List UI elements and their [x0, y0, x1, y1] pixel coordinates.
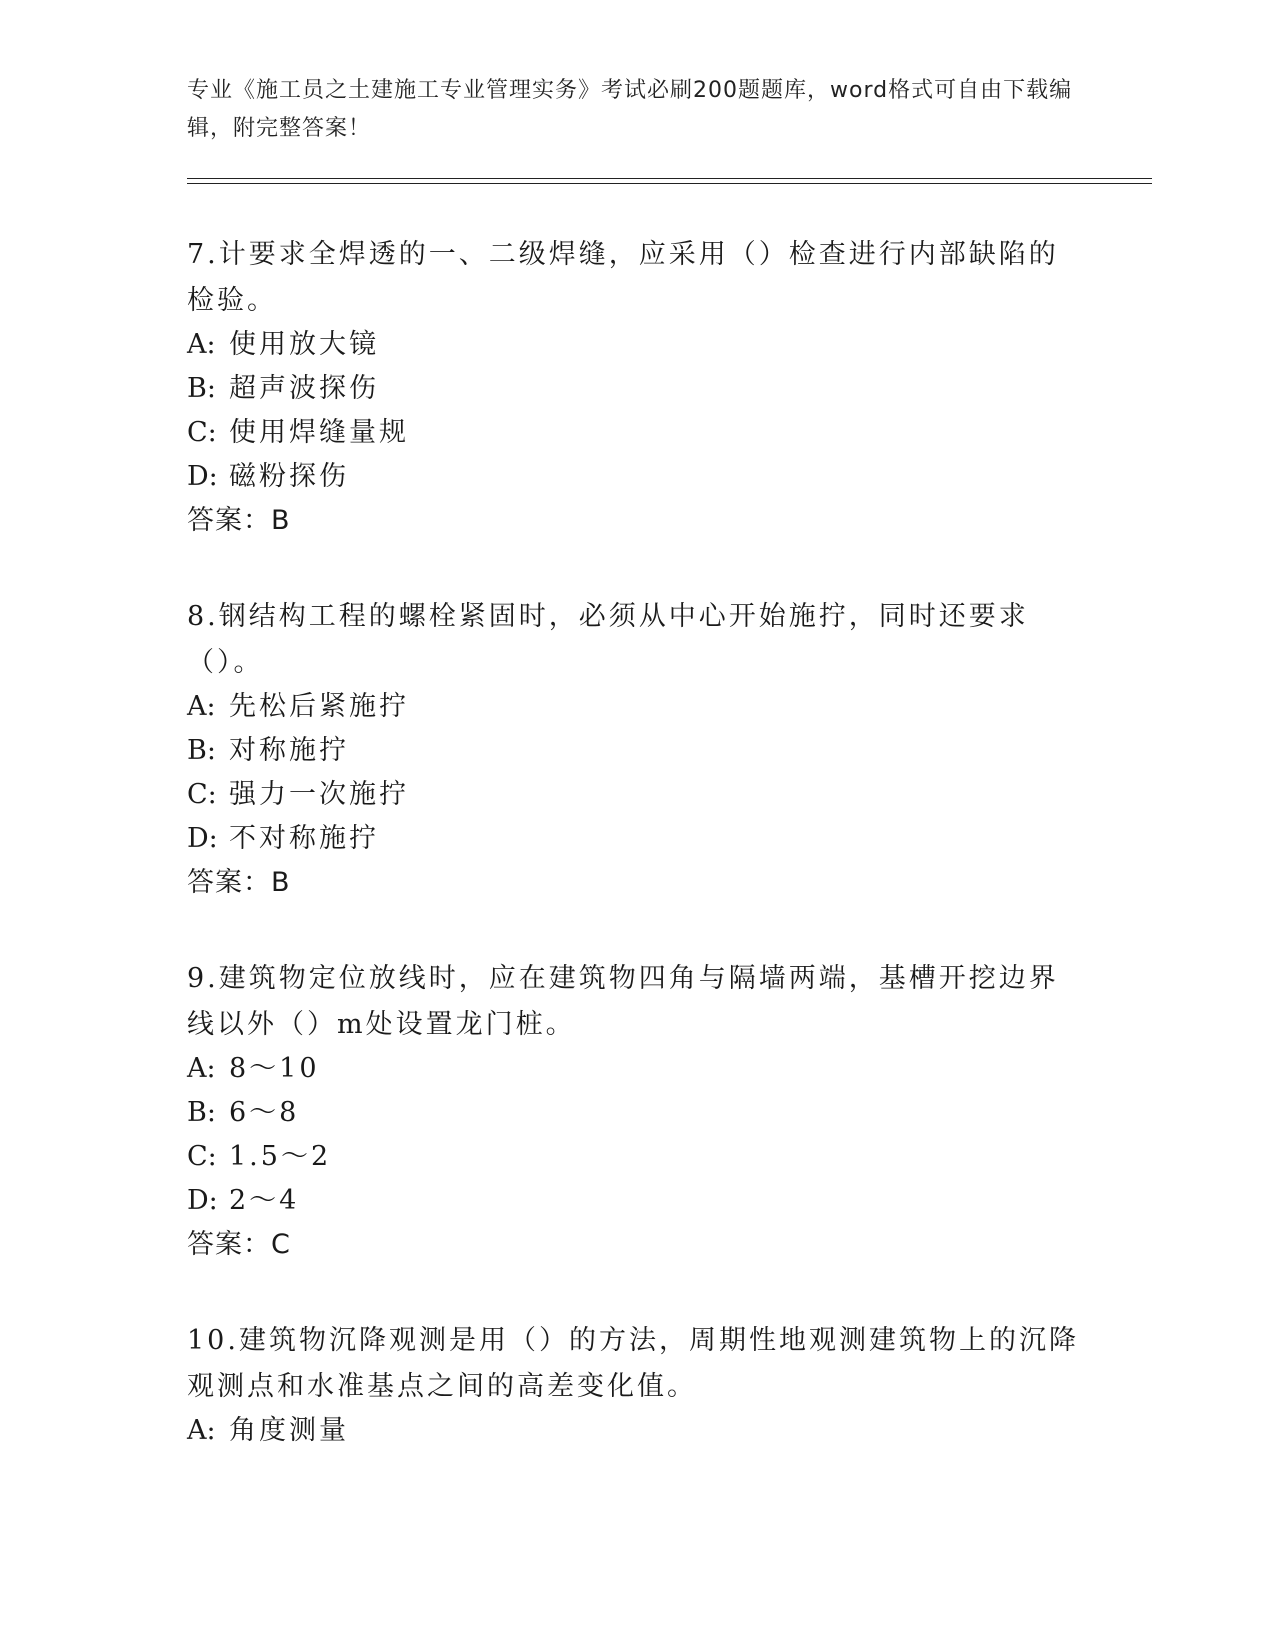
- option-text: 超声波探伤: [229, 373, 379, 404]
- header-divider: [187, 178, 1152, 179]
- option-text: 8～10: [229, 1053, 320, 1084]
- option-key: A:: [187, 1053, 216, 1084]
- answer-line: 答案：B: [187, 505, 291, 536]
- option-d: [187, 821, 379, 857]
- option-key: D:: [187, 823, 218, 854]
- option-key: C:: [187, 1141, 217, 1172]
- answer-line: 答案：B: [187, 867, 291, 898]
- option-text: 1.5～2: [229, 1141, 332, 1172]
- option-text: 强力一次施拧: [229, 779, 409, 810]
- option-key: D:: [187, 461, 218, 492]
- question-stem: 10.建筑物沉降观测是用（）的方法，周期性地观测建筑物上的沉降观测点和水准基点之间的高差变化值。: [187, 1325, 1079, 1402]
- option-text: 角度测量: [229, 1415, 349, 1446]
- option-text: 磁粉探伤: [229, 461, 349, 492]
- option-c: [187, 777, 409, 813]
- option-text: 对称施拧: [229, 735, 349, 766]
- option-text: 2～4: [229, 1185, 300, 1216]
- option-text: 6～8: [229, 1097, 300, 1128]
- option-b: [187, 1095, 299, 1131]
- option-b: [187, 733, 349, 769]
- header-divider-double: [187, 183, 1152, 184]
- option-key: A:: [187, 329, 216, 360]
- option-key: B:: [187, 735, 216, 766]
- option-c: [187, 1139, 331, 1175]
- answer-line: 答案：C: [187, 1229, 291, 1260]
- option-a: [187, 1413, 349, 1449]
- option-c: [187, 415, 409, 451]
- option-key: B:: [187, 1097, 216, 1128]
- option-a: [187, 689, 409, 725]
- option-text: 不对称施拧: [229, 823, 379, 854]
- option-key: A:: [187, 691, 216, 722]
- option-a: [187, 327, 379, 363]
- option-b: [187, 371, 379, 407]
- option-key: A:: [187, 1415, 216, 1446]
- option-d: [187, 459, 349, 495]
- option-key: D:: [187, 1185, 218, 1216]
- option-text: 使用焊缝量规: [229, 417, 409, 448]
- option-text: 使用放大镜: [229, 329, 379, 360]
- question-stem: 9.建筑物定位放线时，应在建筑物四角与隔墙两端，基槽开挖边界线以外（）m处设置龙门桩。: [187, 963, 1059, 1040]
- option-key: C:: [187, 417, 217, 448]
- option-d: [187, 1183, 299, 1219]
- option-a: [187, 1051, 320, 1087]
- option-text: 先松后紧施拧: [229, 691, 409, 722]
- document-header: 专业《施工员之土建施工专业管理实务》考试必刷200题题库，word格式可自由下载编辑，附完整答案！: [187, 78, 1073, 141]
- question-stem: 8.钢结构工程的螺栓紧固时，必须从中心开始施拧，同时还要求（）。: [187, 601, 1029, 678]
- option-key: C:: [187, 779, 217, 810]
- question-stem: 7.计要求全焊透的一、二级焊缝，应采用（）检查进行内部缺陷的检验。: [187, 239, 1059, 316]
- option-key: B:: [187, 373, 216, 404]
